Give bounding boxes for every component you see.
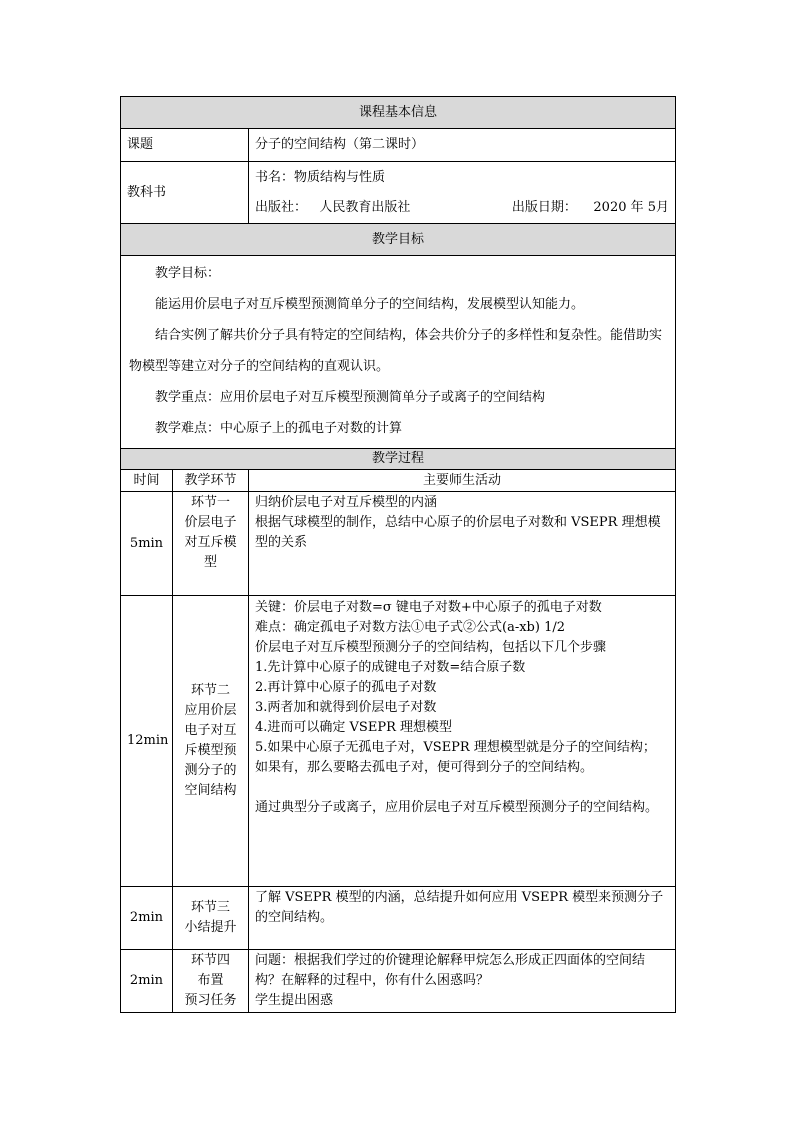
stage-line: 布置 [197,973,224,988]
activity-line: 如果有，那么要略去孤电子对，便可得到分子的空间结构。 [255,760,594,775]
book-name: 书名：物质结构与性质 [255,169,386,185]
activity-spacer [255,778,669,798]
publisher-line [255,193,669,223]
activity-line: 根据气球模型的制作，总结中心原子的价层电子对数和 VSEPR 理想模型的关系 [255,515,661,550]
goals-heading: 教学目标： [155,266,221,281]
section-process: 教学过程 [121,449,676,470]
stage-line: 小结提升 [184,920,237,935]
header-stage: 教学环节 [173,470,249,492]
activity-line: 学生提出困惑 [255,993,334,1008]
row-4-activity [249,950,676,1013]
stage-line: 环节四 [190,953,230,968]
stage-line: 电子对互 [184,723,237,738]
activity-line: 价层电子对互斥模型预测分子的空间结构，包括以下几个步骤 [255,640,607,655]
topic-label: 课题 [121,129,249,162]
goal-2: 结合实例了解共价分子具有特定的空间结构，体会共价分子的多样性和复杂性。能借助实物模型等建立对分子的空间结构的直观认识。 [129,328,663,374]
activity-line: 了解 VSEPR 模型的内涵，总结提升如何应用 VSEPR 模型来预测分子的空间结构。 [255,890,664,925]
activity-line: 2.再计算中心原子的孤电子对数 [255,680,437,695]
activity-line: 通过典型分子或离子，应用价层电子对互斥模型预测分子的空间结构。 [255,800,659,815]
publisher-value: 人民教育出版社 [319,199,411,215]
activity-line: 问题：根据我们学过的价键理论解释甲烷怎么形成正四面体的空间结构？在解释的过程中，你有什么困惑吗？ [255,953,646,988]
stage-line: 环节二 [190,683,230,698]
header-activity: 主要师生活动 [249,470,676,492]
pub-date-value: 2020 年 5月 [593,199,670,215]
stage-line: 环节一 [190,495,230,510]
stage-line: 斥模型预 [184,743,237,758]
pub-date-group [512,193,669,223]
header-time: 时间 [121,470,173,492]
stage-line: 对互斥模 [184,535,237,550]
row-1-activity [249,492,676,596]
goal-1: 能运用价层电子对互斥模型预测简单分子的空间结构，发展模型认知能力。 [155,297,585,312]
section-basic-info: 课程基本信息 [121,97,676,129]
activity-line: 3.两者加和就得到价层电子对数 [255,700,437,715]
activity-line: 4.进而可以确定 VSEPR 理想模型 [255,720,452,735]
topic-value: 分子的空间结构（第二课时） [249,129,676,162]
stage-line: 型 [203,555,217,570]
row-4-time: 2min [121,950,173,1013]
textbook-info [249,162,676,224]
row-2-activity [249,596,676,887]
row-3-time: 2min [121,887,173,950]
stage-line: 空间结构 [184,783,237,798]
stage-line: 预习任务 [184,993,237,1008]
activity-line: 关键：价层电子对数=σ 键电子对数+中心原子的孤电子对数 [255,600,602,615]
activity-line: 归纳价层电子对互斥模型的内涵 [255,495,438,510]
activity-line: 5.如果中心原子无孤电子对，VSEPR 理想模型就是分子的空间结构； [255,740,656,755]
stage-line: 应用价层 [184,703,237,718]
goals-block [121,256,676,449]
difficult-point: 教学难点：中心原子上的孤电子对数的计算 [155,421,403,436]
key-point: 教学重点：应用价层电子对互斥模型预测简单分子或离子的空间结构 [155,390,546,405]
activity-line: 1.先计算中心原子的成键电子对数=结合原子数 [255,660,526,675]
section-goals: 教学目标 [121,224,676,256]
stage-line: 测分子的 [184,763,237,778]
lesson-plan-table [120,96,676,1013]
activity-line: 难点：确定孤电子对数方法①电子式②公式(a-xb) 1/2 [255,620,565,635]
row-3-stage [173,887,249,950]
stage-line: 环节三 [190,900,230,915]
row-1-time: 5min [121,492,173,596]
row-4-stage [173,950,249,1013]
publisher-group [255,193,410,223]
row-2-time: 12min [121,596,173,887]
publisher-label: 出版社： [255,199,308,215]
stage-line: 价层电子 [184,515,237,530]
textbook-label: 教科书 [121,162,249,224]
row-2-stage [173,596,249,887]
row-3-activity [249,887,676,950]
row-1-stage [173,492,249,596]
pub-date-label: 出版日期： [511,199,577,215]
